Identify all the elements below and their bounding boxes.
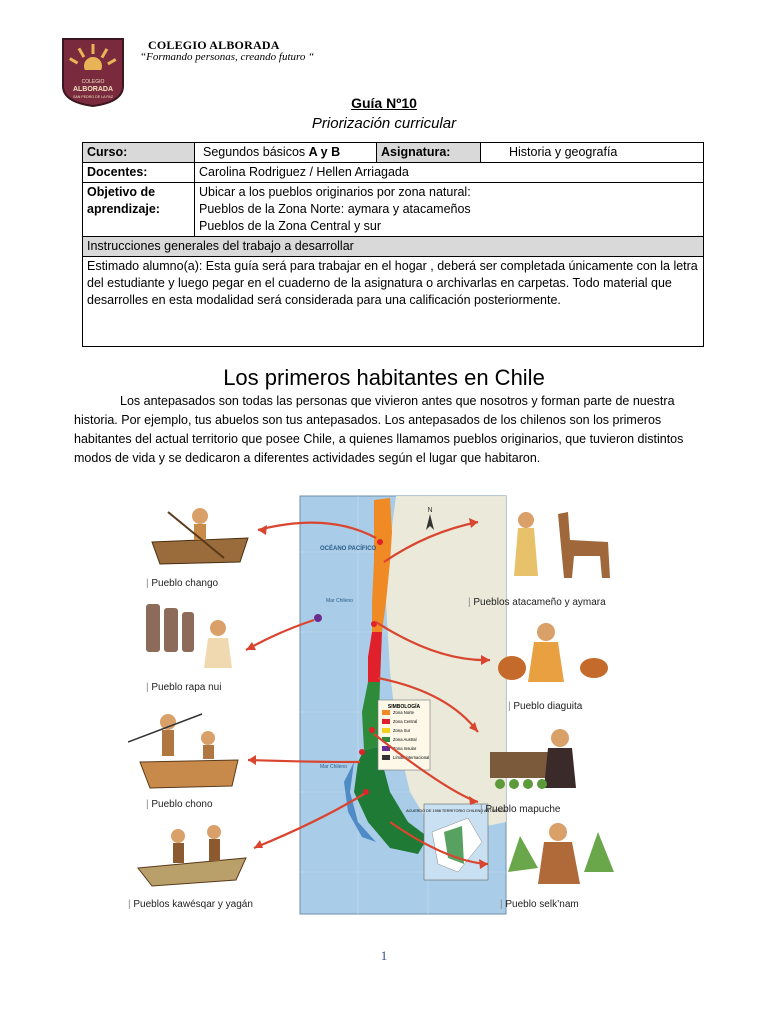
svg-text:N: N [427, 507, 433, 514]
legend-swatch [382, 728, 390, 733]
legend-swatch [382, 710, 390, 715]
school-motto: “Formando personas, creando futuro “ [140, 51, 315, 63]
asignatura-value: Historia y geografía [481, 143, 704, 163]
ocean-label: OCÉANO PACÍFICO [320, 546, 377, 552]
atacameno-illustration [514, 512, 610, 578]
row-instrucciones-text [83, 257, 704, 347]
legend-title: SIMBOLOGÍA [387, 704, 421, 710]
docentes-label: Docentes: [83, 163, 195, 183]
legend-label: Zona Austral [393, 737, 417, 742]
legend-label: Zona Central [393, 719, 418, 724]
guide-title: Guía Nº10 [351, 95, 417, 111]
intro-paragraph [74, 392, 704, 468]
caption-selknam: | Pueblo selk’nam [500, 899, 579, 910]
caption-rapanui: | Pueblo rapa nui [146, 682, 221, 693]
map-legend [378, 700, 430, 770]
objetivo-value [195, 183, 704, 237]
row-instrucciones-header [83, 237, 704, 257]
row-curso [83, 143, 704, 163]
page-number: 1 [380, 948, 388, 963]
curso-value [195, 143, 377, 163]
illustration-svg [128, 492, 680, 916]
logo-text-2: ALBORADA [72, 86, 114, 93]
legend-label: Zona Insular [393, 746, 417, 751]
caption-chono: | Pueblo chono [146, 799, 213, 810]
docentes-value: Carolina Rodriguez / Hellen Arriagada [195, 163, 704, 183]
asignatura-label: Asignatura: [377, 143, 481, 163]
info-table [82, 142, 704, 347]
objetivo-line-3: Pueblos de la Zona Central y sur [199, 219, 382, 233]
rapa-nui-dot [314, 614, 322, 622]
caption-chango: | Pueblo chango [146, 578, 218, 589]
curso-label: Curso: [83, 143, 195, 163]
antarctic-note: ACUERDO DE 1998 TERRITORIO CHILENO ANTÁRTICO [406, 809, 506, 813]
kawesqar-illustration [138, 825, 246, 886]
curso-value-bold: A y B [308, 145, 341, 159]
legend-label: Zona Norte [393, 710, 414, 715]
mar-chileno-label-2: Mar Chileno [320, 764, 347, 770]
peoples-map-illustration [128, 492, 680, 916]
objetivo-label: Objetivo de aprendizaje: [83, 183, 195, 237]
legend-swatch [382, 755, 390, 760]
caption-kawesqar: | Pueblos kawésqar y yagán [128, 899, 253, 910]
instrucciones-label: Instrucciones generales del trabajo a desarrollar [83, 237, 704, 257]
logo-text-1: COLEGIO [81, 79, 105, 85]
caption-diaguita: | Pueblo diaguita [508, 701, 582, 712]
legend-label: Límite internacional [393, 755, 430, 760]
logo-text-3: SAN PEDRO DE LA PAZ [72, 95, 114, 99]
row-docentes [83, 163, 704, 183]
diaguita-illustration [498, 623, 608, 682]
chono-illustration [128, 714, 238, 788]
guide-subtitle: Priorización curricular [311, 115, 457, 132]
chango-illustration [152, 508, 248, 564]
selknam-illustration [508, 823, 614, 884]
caption-atacameno: | Pueblos atacameño y aymara [468, 597, 606, 608]
intro-paragraph-text: Los antepasados son todas las personas que vivieron antes que nosotros y forman parte de nuestra historia. Por ejemplo, tus abuelos son tus antepasados. Los antepasados de los chilenos son los primeros habitantes del actual territorio que posee Chile, a quienes llamamos pueblos originarios, que tuvieron distintos modos de vida y se dedicaron a diferentes actividades según el lugar que habitaron. [74, 394, 684, 465]
caption-mapuche: | Pueblo mapuche [480, 804, 560, 815]
instrucciones-text: Estimado alumno(a): Esta guía será para trabajar en el hogar , deberá ser completada únicamente con la letra del estudiante y luego pegar en el cuaderno de la asignatura o archivarlas en carpetas. Todo material que desarrolles en esta modalidad será considerada para una calificación posteriormente. [83, 257, 704, 347]
school-name: COLEGIO ALBORADA [148, 38, 280, 52]
legend-swatch [382, 719, 390, 724]
rapanui-illustration [146, 604, 232, 668]
objetivo-line-2: Pueblos de la Zona Norte: aymara y atacameños [199, 202, 471, 216]
main-title: Los primeros habitantes en Chile [223, 365, 545, 390]
mar-chileno-label-1: Mar Chileno [326, 598, 353, 604]
objetivo-line-1: Ubicar a los pueblos originarios por zona natural: [199, 185, 471, 199]
legend-label: Zona Sur [393, 728, 411, 733]
curso-value-text: Segundos básicos [203, 145, 306, 159]
row-objetivo [83, 183, 704, 237]
